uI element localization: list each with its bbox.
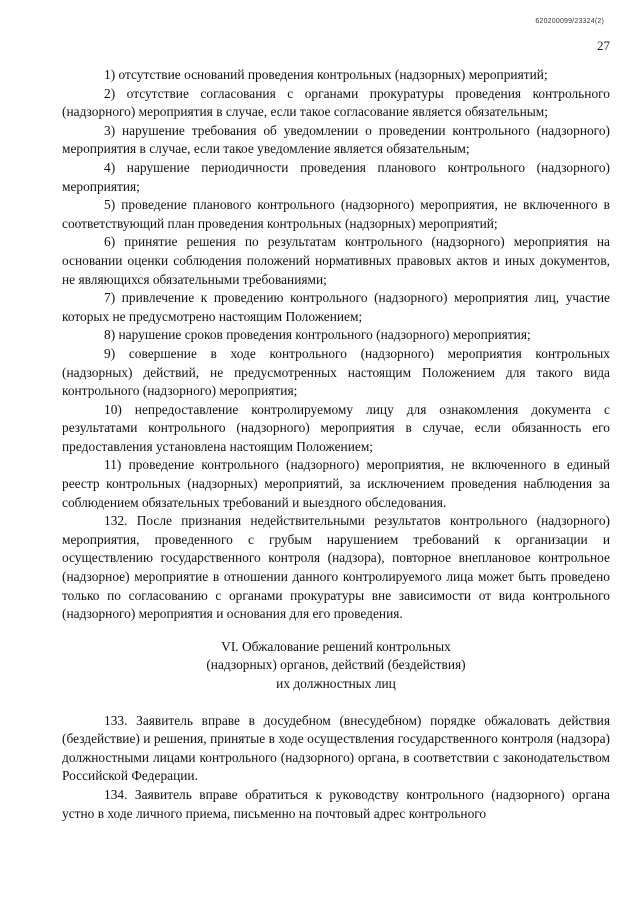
paragraph-133: 133. Заявитель вправе в досудебном (внесудебном) порядке обжаловать действия (бездействие) и решения, принятые в ходе осуществления государственного контроля (надзора) должностными лицами контрольного (надзорного) органа, в соответствии с законодательством Российской Федерации.	[62, 712, 610, 784]
list-item: 5) проведение планового контрольного (надзорного) мероприятия, не включенного в соответствующий план проведения контрольных (надзорных) мероприятий;	[62, 197, 610, 231]
list-item: 1) отсутствие оснований проведения контрольных (надзорных) мероприятий;	[104, 67, 548, 82]
list-item: 7) привлечение к проведению контрольного (надзорного) мероприятия лиц, участие которых не предусмотрено настоящим Положением;	[62, 290, 610, 324]
section-heading-line: VI. Обжалование решений контрольных	[221, 638, 451, 654]
paragraph-132: 132. После признания недействительными результатов контрольного (надзорного) мероприятия, проведенного с грубым нарушением требований к организации и осуществлению государственного контроля (надзора), повторное внеплановое контрольное (надзорное) мероприятие в отношении данного контролируемого лица может быть проведено только по согласованию с органами прокуратуры вне зависимости от вида контрольного (надзорного) мероприятия и основания для его проведения.	[62, 513, 610, 622]
list-item: 11) проведение контрольного (надзорного) мероприятия, не включенного в единый реестр контрольных (надзорных) мероприятий, за исключением проведения наблюдения за соблюдением обязательных требований и выездного обследования.	[62, 457, 610, 510]
list-item: 6) принятие решения по результатам контрольного (надзорного) мероприятия на основании оценки соблюдения положений нормативных правовых актов и иных документов, не являющихся обязательными требованиями;	[62, 234, 610, 287]
list-item: 10) непредоставление контролируемому лицу для ознакомления документа с результатами контрольного (надзорного) мероприятия в случае, если обязанность его предоставления установлена настоящим Положением;	[62, 401, 610, 454]
section-heading	[62, 638, 610, 694]
page-number: 27	[597, 38, 610, 53]
paragraph-134: 134. Заявитель вправе обратиться к руководству контрольного (надзорного) органа устно в ходе личного приема, письменно на почтовый адрес контрольного	[62, 786, 610, 821]
document-code: 620200099/23324(2)	[535, 18, 604, 25]
list-item: 4) нарушение периодичности проведения планового контрольного (надзорного) мероприятия;	[62, 159, 610, 194]
list-item: 2) отсутствие согласования с органами прокуратуры проведения контрольного (надзорного) мероприятия в случае, если такое согласование является обязательным;	[62, 85, 610, 120]
section-heading-line: их должностных лиц	[276, 676, 396, 691]
list-item: 3) нарушение требования об уведомлении о проведении контрольного (надзорного) мероприятия в случае, если такое уведомление является обязательным;	[62, 122, 610, 157]
list-item: 8) нарушение сроков проведения контрольного (надзорного) мероприятия;	[104, 327, 531, 343]
list-item: 9) совершение в ходе контрольного (надзорного) мероприятия контрольных (надзорных) действий, не предусмотренных настоящим Положением для такого вида контрольного (надзорного) мероприятия;	[62, 345, 610, 399]
document-body	[62, 66, 610, 823]
section-heading-line: (надзорных) органов, действий (бездействия)	[206, 657, 466, 673]
